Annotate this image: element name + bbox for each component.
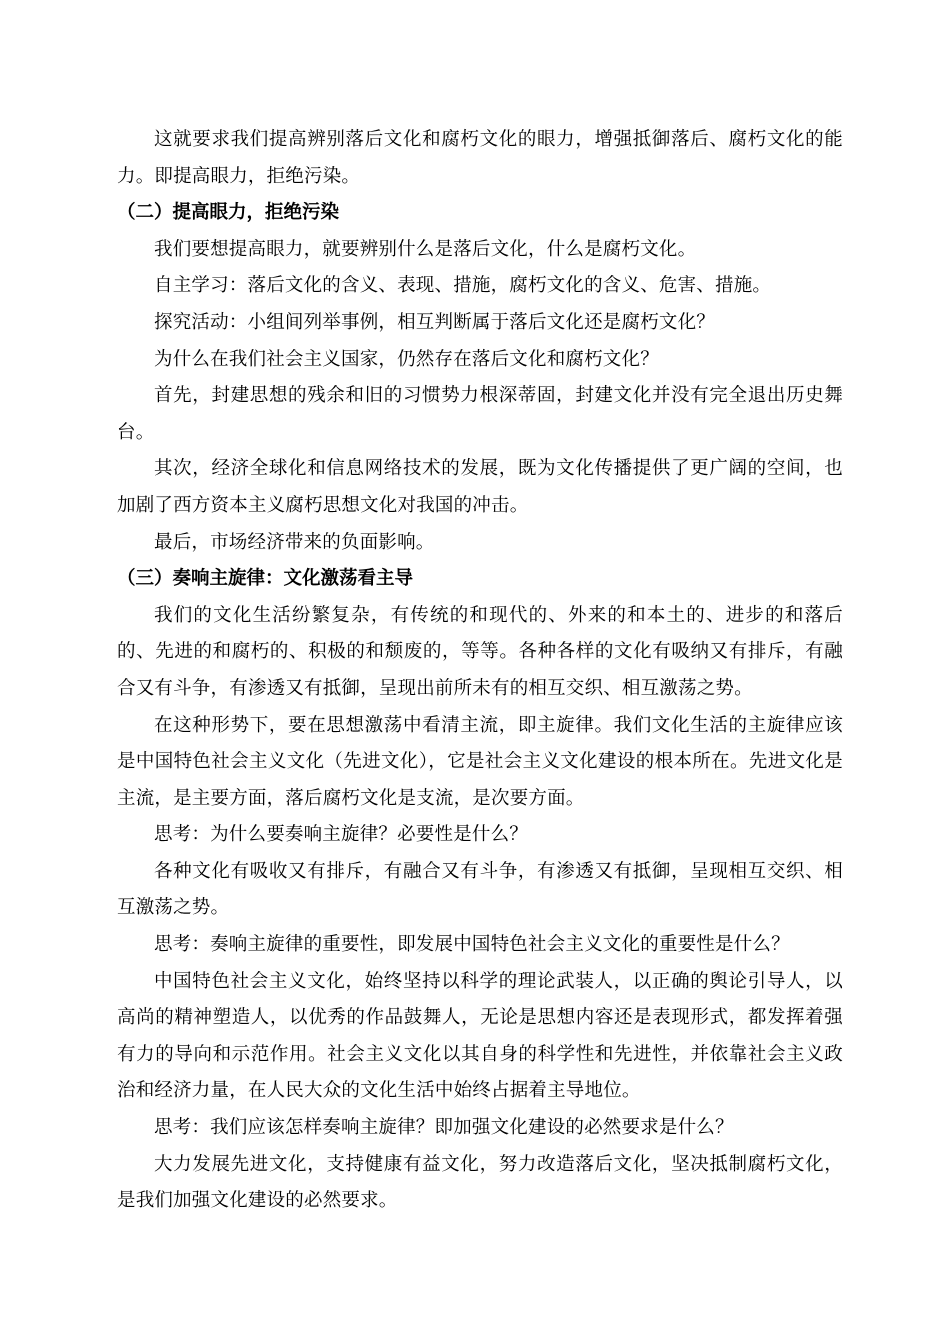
paragraph: 中国特色社会主义文化，始终坚持以科学的理论武装人，以正确的舆论引导人，以高尚的精神塑造人，以优秀的作品鼓舞人，无论是思想内容还是表现形式，都发挥着强有力的导向和示范作用。社会主义文化以其自身的科学性和先进性，并依靠社会主义政治和经济力量，在人民大众的文化生活中始终占据着主导地位。 (117, 970, 843, 1102)
paragraph: 我们的文化生活纷繁复杂，有传统的和现代的、外来的和本土的、进步的和落后的、先进的和腐朽的、积极的和颓废的，等等。各种各样的文化有吸纳又有排斥，有融合又有斗争，有渗透又有抵御，呈现出前所未有的相互交织、相互激荡之势。 (117, 604, 843, 699)
paragraph: 大力发展先进文化，支持健康有益文化，努力改造落后文化，坚决抵制腐朽文化，是我们加强文化建设的必然要求。 (117, 1153, 843, 1212)
paragraph: 我们要想提高眼力，就要辨别什么是落后文化，什么是腐朽文化。 (154, 238, 697, 260)
paragraph: 首先，封建思想的残余和旧的习惯势力根深蒂固，封建文化并没有完全退出历史舞台。 (117, 385, 843, 443)
section-heading: （三）奏响主旋律：文化激荡看主导 (117, 568, 414, 590)
paragraph: 探究活动：小组间列举事例，相互判断属于落后文化还是腐朽文化？ (154, 311, 716, 333)
paragraph: 这就要求我们提高辨别落后文化和腐朽文化的眼力，增强抵御落后、腐朽文化的能力。即提高眼力，拒绝污染。 (117, 129, 843, 187)
section-heading: （二）提高眼力，拒绝污染 (117, 202, 340, 224)
paragraph: 思考：为什么要奏响主旋律？必要性是什么？ (154, 824, 529, 846)
paragraph: 思考：我们应该怎样奏响主旋律？即加强文化建设的必然要求是什么？ (154, 1117, 734, 1139)
paragraph: 各种文化有吸收又有排斥，有融合又有斗争，有渗透又有抵御，呈现相互交织、相互激荡之势。 (117, 860, 843, 919)
paragraph: 思考：奏响主旋律的重要性，即发展中国特色社会主义文化的重要性是什么？ (154, 934, 790, 956)
paragraph: 自主学习：落后文化的含义、表现、措施，腐朽文化的含义、危害、措施。 (154, 275, 772, 297)
paragraph: 其次，经济全球化和信息网络技术的发展，既为文化传播提供了更广阔的空间，也加剧了西方资本主义腐朽思想文化对我国的冲击。 (117, 458, 843, 516)
paragraph: 在这种形势下，要在思想激荡中看清主流，即主旋律。我们文化生活的主旋律应该是中国特色社会主义文化（先进文化），它是社会主义文化建设的根本所在。先进文化是主流，是主要方面，落后腐朽文化是支流，是次要方面。 (117, 714, 843, 809)
paragraph: 最后，市场经济带来的负面影响。 (154, 531, 435, 553)
document-page (117, 122, 843, 1220)
paragraph: 为什么在我们社会主义国家，仍然存在落后文化和腐朽文化？ (154, 348, 659, 370)
